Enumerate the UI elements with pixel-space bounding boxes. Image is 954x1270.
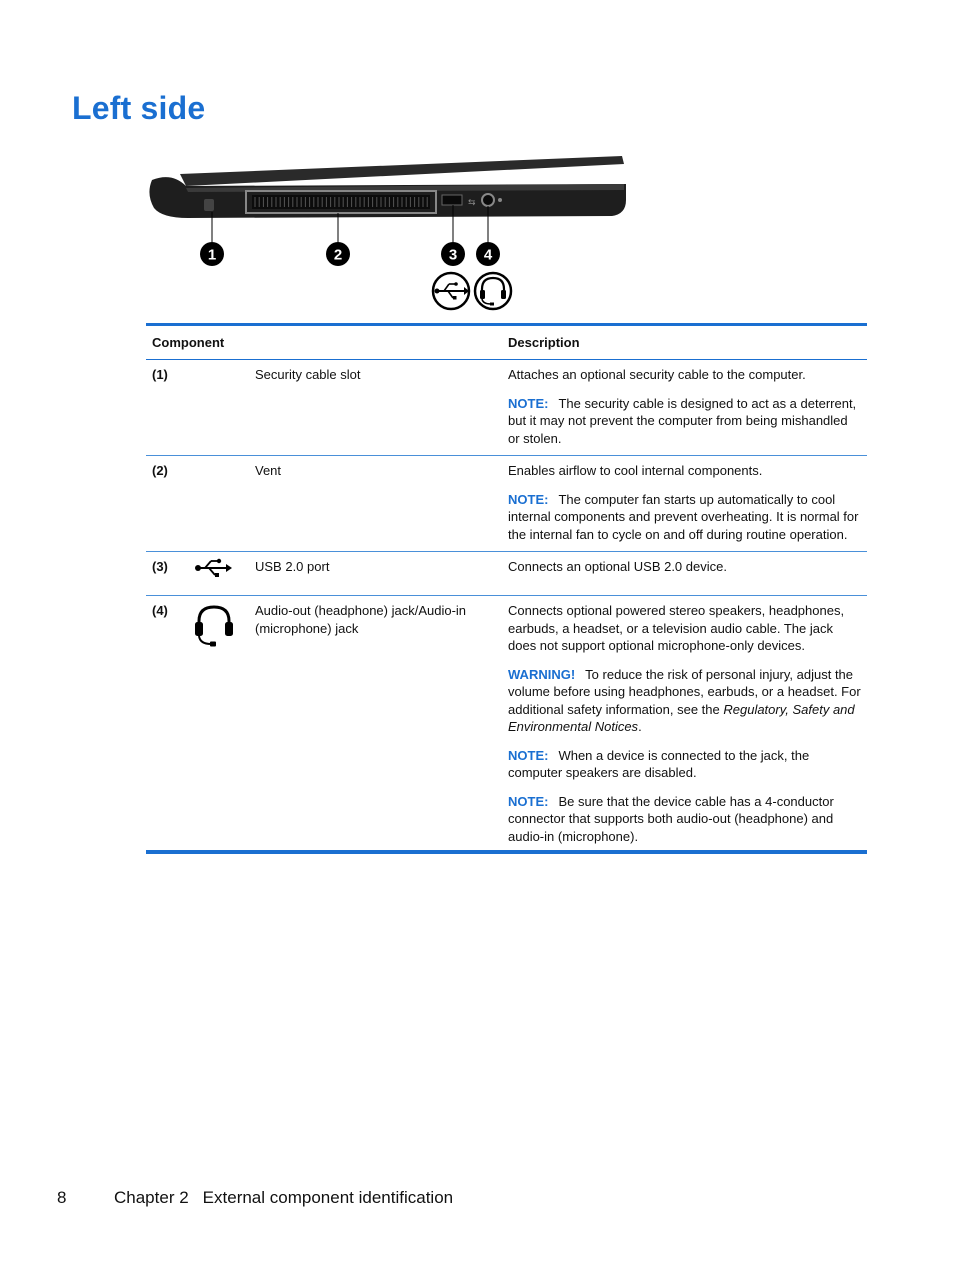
note-text: When a device is connected to the jack, the computer speakers are disabled. [508,747,810,780]
chapter-title: External component identification [202,1188,454,1207]
callout-1 [200,242,224,266]
component-icon-cell [189,462,255,551]
header-description: Description [508,335,580,350]
svg-text:3: 3 [448,246,458,264]
component-description [508,558,867,595]
note [508,793,861,846]
laptop-left-side-illustration [142,150,632,320]
table-header [146,326,867,360]
note [508,395,861,448]
headset-icon [475,273,511,309]
note [508,491,861,544]
usb-icon [433,273,469,309]
component-description [508,366,867,455]
table-row [146,552,867,596]
component-number: (4) [152,603,168,618]
component-name: Audio-out (headphone) jack/Audio-in (microphone) jack [255,603,467,636]
description-text: Enables airflow to cool internal components. [508,463,763,478]
audio-jack-mark [482,194,494,206]
security-slot-mark [204,199,214,211]
svg-text:1: 1 [207,246,217,264]
callout-2 [326,242,350,266]
page-footer [57,1188,453,1208]
component-table [146,323,867,854]
chapter-label: Chapter 2 [114,1188,189,1207]
note-label: NOTE: [508,491,549,507]
note-label: NOTE: [508,395,549,411]
component-name: Security cable slot [255,367,361,382]
note-label: NOTE: [508,747,549,763]
note-text: The computer fan starts up automatically to cool internal components and prevent overheating. It is normal for the internal fan to cycle on and off during routine operation. [508,491,859,542]
description-text: Connects an optional USB 2.0 device. [508,559,727,574]
header-component: Component [152,335,225,350]
component-name: USB 2.0 port [255,559,330,574]
warning-label: WARNING! [508,666,576,682]
description-text: Connects optional powered stereo speakers, headphones, earbuds, a headset, or a television audio cable. The jack does not support optional microphone-only devices. [508,603,845,653]
component-description [508,602,867,850]
table-row [146,596,867,850]
page-number: 8 [57,1188,67,1207]
component-number: (3) [152,559,168,574]
component-name: Vent [255,463,282,478]
warning [508,666,861,736]
warning-reference: Regulatory, Safety and Environmental Notices [508,701,855,734]
svg-text:4: 4 [483,246,493,264]
usb-port-mark [442,195,462,205]
svg-text:2: 2 [333,246,343,264]
usb-icon [194,556,234,580]
note-text: Be sure that the device cable has a 4-conductor connector that supports both audio-out (headphone) and audio-in (microphone). [508,793,834,844]
component-icon-cell [189,558,255,595]
svg-text:⇆: ⇆ [468,198,476,208]
callout-3 [441,242,465,266]
note [508,747,861,782]
note-label: NOTE: [508,793,549,809]
table-row [146,360,867,456]
component-number: (1) [152,367,168,382]
component-icon-cell [189,366,255,455]
description-text: Attaches an optional security cable to the computer. [508,367,806,382]
callout-4 [476,242,500,266]
warning-text: To reduce the risk of personal injury, adjust the volume before using headphones, earbuds, or a headset. For additional safety information, see the [508,666,861,717]
component-number: (2) [152,463,168,478]
page-title: Left side [72,90,206,126]
component-description [508,462,867,551]
table-row [146,456,867,552]
warning-end: . [638,719,642,734]
component-icon-cell [189,602,255,850]
headset-icon [192,603,236,649]
note-text: The security cable is designed to act as a deterrent, but it may not prevent the computer from being mishandled or stolen. [508,395,857,446]
